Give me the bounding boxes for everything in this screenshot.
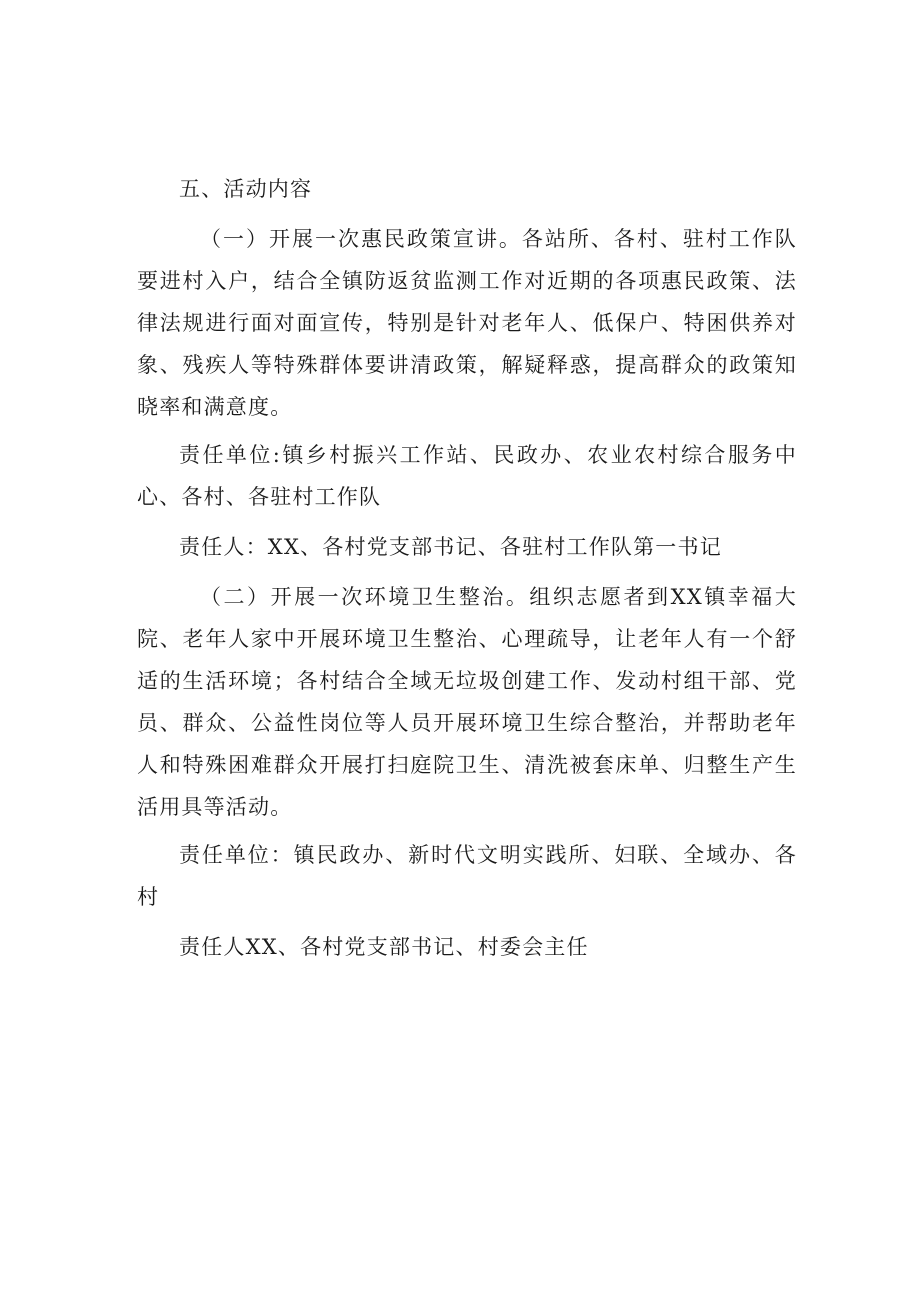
section-heading: 五、活动内容	[179, 177, 313, 201]
item1-responsible-person: 责任人：XX、各村党支部书记、各驻村工作队第一书记	[179, 535, 722, 559]
item2-responsible-person: 责任人XX、各村党支部书记、村委会主任	[179, 935, 589, 959]
item2-responsible-unit: 责任单位：镇民政办、新时代文明实践所、妇联、全域办、各村	[137, 843, 797, 909]
item1-paragraph: （一）开展一次惠民政策宣讲。各站所、各村、驻村工作队要进村入户，结合全镇防返贫监测工作对近期的各项惠民政策、法律法规进行面对面宣传，特别是针对老年人、低保户、特困供养对象、残疾人等特殊群体要讲清政策，解疑释惑，提高群众的政策知晓率和满意度。	[137, 227, 797, 419]
document-body	[137, 168, 797, 968]
item2-paragraph: （二）开展一次环境卫生整治。组织志愿者到XX镇幸福大院、老年人家中开展环境卫生整治、心理疏导，让老年人有一个舒适的生活环境；各村结合全域无垃圾创建工作、发动村组干部、党员、群众、公益性岗位等人员开展环境卫生综合整治，并帮助老年人和特殊困难群众开展打扫庭院卫生、清洗被套床单、归整生产生活用具等活动。	[137, 585, 797, 819]
item1-responsible-unit: 责任单位:镇乡村振兴工作站、民政办、农业农村综合服务中心、各村、各驻村工作队	[137, 443, 797, 509]
